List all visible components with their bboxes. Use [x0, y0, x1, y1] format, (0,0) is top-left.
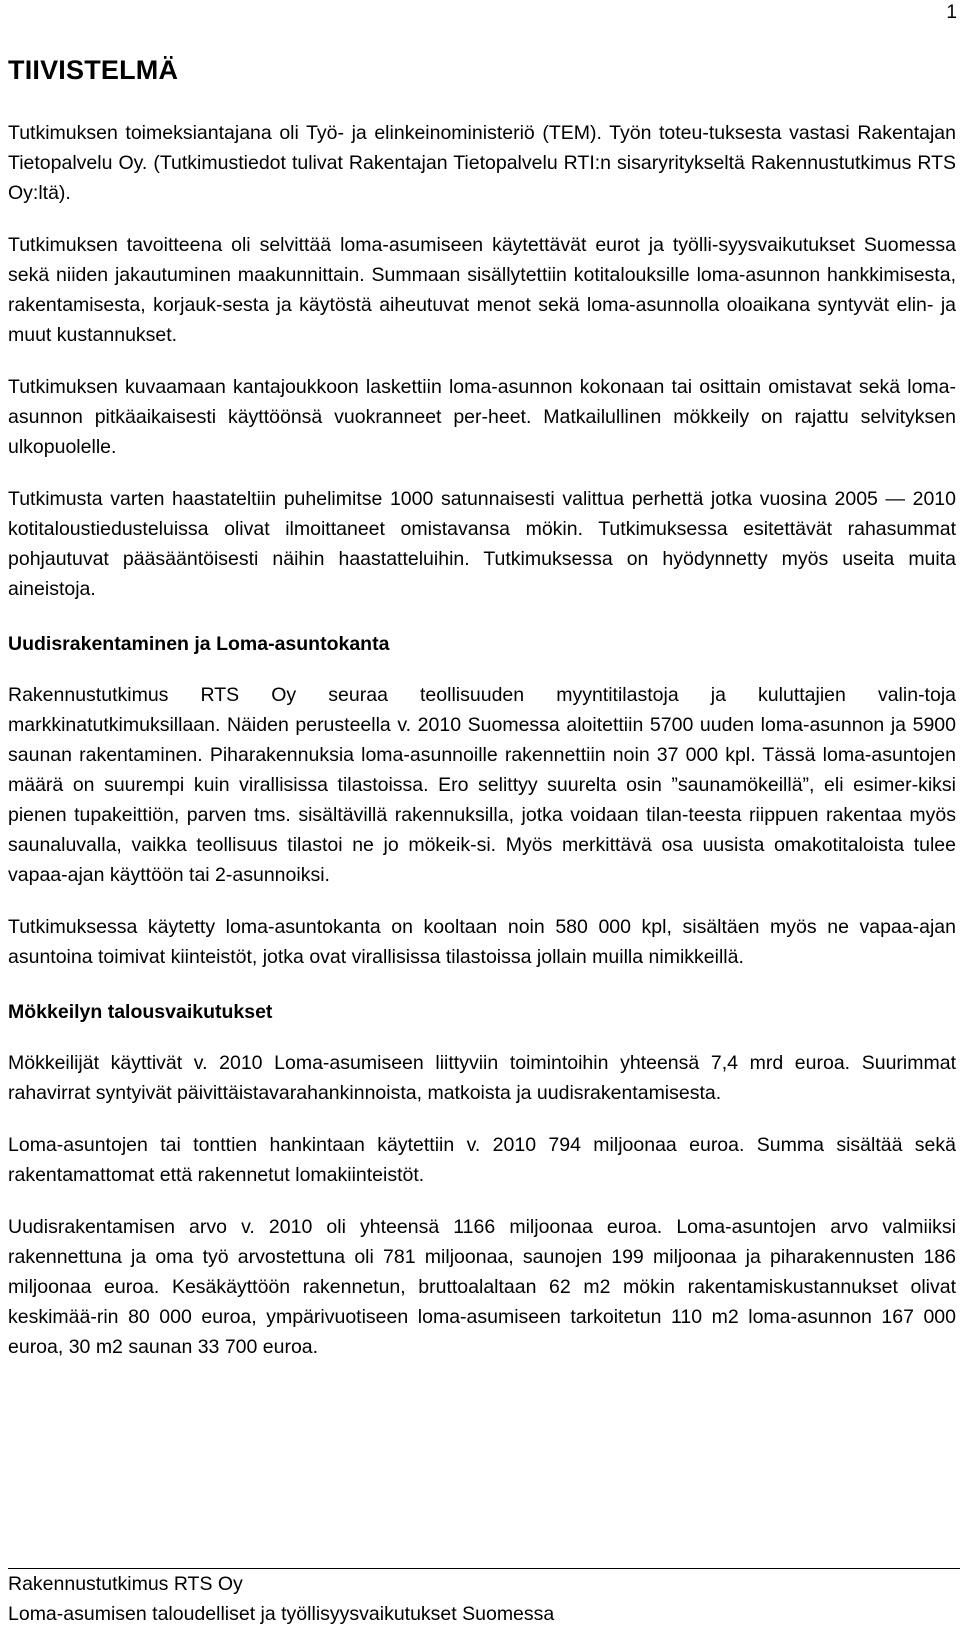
page-number: 1 — [946, 2, 957, 23]
section1-paragraph-2: Tutkimuksessa käytetty loma-asuntokanta on kooltaan noin 580 000 kpl, sisältäen myös ne vapaa-ajan asuntoina toimivat kiinteistöt, jotka ovat virallisissa tilastoissa jollain muilla nimikkeillä. — [8, 916, 956, 968]
page-footer — [0, 1568, 960, 1629]
section2-paragraph-1: Mökkeilijät käyttivät v. 2010 Loma-asumiseen liittyviin toimintoihin yhteensä 7,4 mrd euroa. Suurimmat rahavirrat syntyivät päivittäistavarahankinnoista, matkoista ja uudisrakentamisesta. — [8, 1052, 956, 1104]
intro-paragraph-3: Tutkimuksen kuvaamaan kantajoukkoon laskettiin loma-asunnon kokonaan tai osittain omistavat sekä loma-asunnon pitkäaikaisesti käyttöönsä vuokranneet per-heet. Matkailullinen mökkeily on rajattu selvityksen ulkopuolelle. — [8, 376, 956, 458]
section1-paragraph-1: Rakennustutkimus RTS Oy seuraa teollisuuden myyntitilastoja ja kuluttajien valin-toja markkinatutkimuksillaan. Näiden perusteella v. 2010 Suomessa aloitettiin 5700 uuden loma-asunnon ja 5900 saunan rakentaminen. Piharakennuksia loma-asunnoille rakennettiin noin 37 000 kpl. Tässä loma-asuntojen määrä on suurempi kuin virallisissa tilastoissa. Ero selittyy suurelta osin ”saunamökeillä”, eli esimer-kiksi pienen tupakeittiön, parven tms. sisältävillä rakennuksilla, jotka voidaan tilan-teesta riippuen rakentaa myös saunaluvalla, vaikka teollisuus tilastoi ne jo mökeik-si. Myös merkittävä osa uusista omakotitaloista tulee vapaa-ajan käyttöön tai 2-asunnoiksi. — [8, 684, 956, 886]
section-heading-talousvaikutukset: Mökkeilyn talousvaikutukset — [8, 1001, 273, 1023]
section2-paragraph-3: Uudisrakentamisen arvo v. 2010 oli yhteensä 1166 miljoonaa euroa. Loma-asuntojen arvo valmiiksi rakennettuna ja oma työ arvostettuna oli 781 miljoonaa, saunojen 199 miljoonaa ja piharakennusten 186 miljoonaa euroa. Kesäkäyttöön rakennetun, bruttoalaltaan 62 m2 mökin rakentamiskustannukset olivat keskimää-rin 80 000 euroa, ympärivuotiseen loma-asumiseen tarkoitetun 110 m2 loma-asunnon 167 000 euroa, 30 m2 saunan 33 700 euroa. — [8, 1216, 956, 1358]
page-title: TIIVISTELMÄ — [8, 55, 179, 85]
document-body — [8, 50, 956, 1362]
intro-paragraph-1: Tutkimuksen toimeksiantajana oli Työ- ja elinkeinoministeriö (TEM). Työn toteu-tuksesta vastasi Rakentajan Tietopalvelu Oy. (Tutkimustiedot tulivat Rakentajan Tietopalvelu RTI:n sisaryritykseltä Rakennustutkimus RTS Oy:ltä). — [8, 122, 956, 204]
section-heading-uudisrakentaminen: Uudisrakentaminen ja Loma-asuntokanta — [8, 633, 390, 655]
intro-paragraph-2: Tutkimuksen tavoitteena oli selvittää loma-asumiseen käytettävät eurot ja työlli-syysvaikutukset Suomessa sekä niiden jakautuminen maakunnittain. Summaan sisällytettiin kotitalouksille loma-asunnon hankkimisesta, rakentamisesta, korjauk-sesta ja käytöstä aiheutuvat menot sekä loma-asunnolla oloaikana syntyvät elin- ja muut kustannukset. — [8, 234, 956, 346]
section2-paragraph-2: Loma-asuntojen tai tonttien hankintaan käytettiin v. 2010 794 miljoonaa euroa. Summa sisältää sekä rakentamattomat että rakennetut lomakiinteistöt. — [8, 1134, 956, 1186]
footer-document-title: Loma-asumisen taloudelliset ja työllisyysvaikutukset Suomessa — [8, 1603, 555, 1625]
footer-organization: Rakennustutkimus RTS Oy — [8, 1573, 243, 1595]
intro-paragraph-4: Tutkimusta varten haastateltiin puhelimitse 1000 satunnaisesti valittua perhettä jotka vuosina 2005 — 2010 kotitaloustiedusteluissa olivat ilmoittaneet omistavansa mökin. Tutkimuksessa esitettävät rahasummat pohjautuvat pääsääntöisesti näihin haastatteluihin. Tutkimuksessa on hyödynnetty myös useita muita aineistoja. — [8, 488, 956, 600]
